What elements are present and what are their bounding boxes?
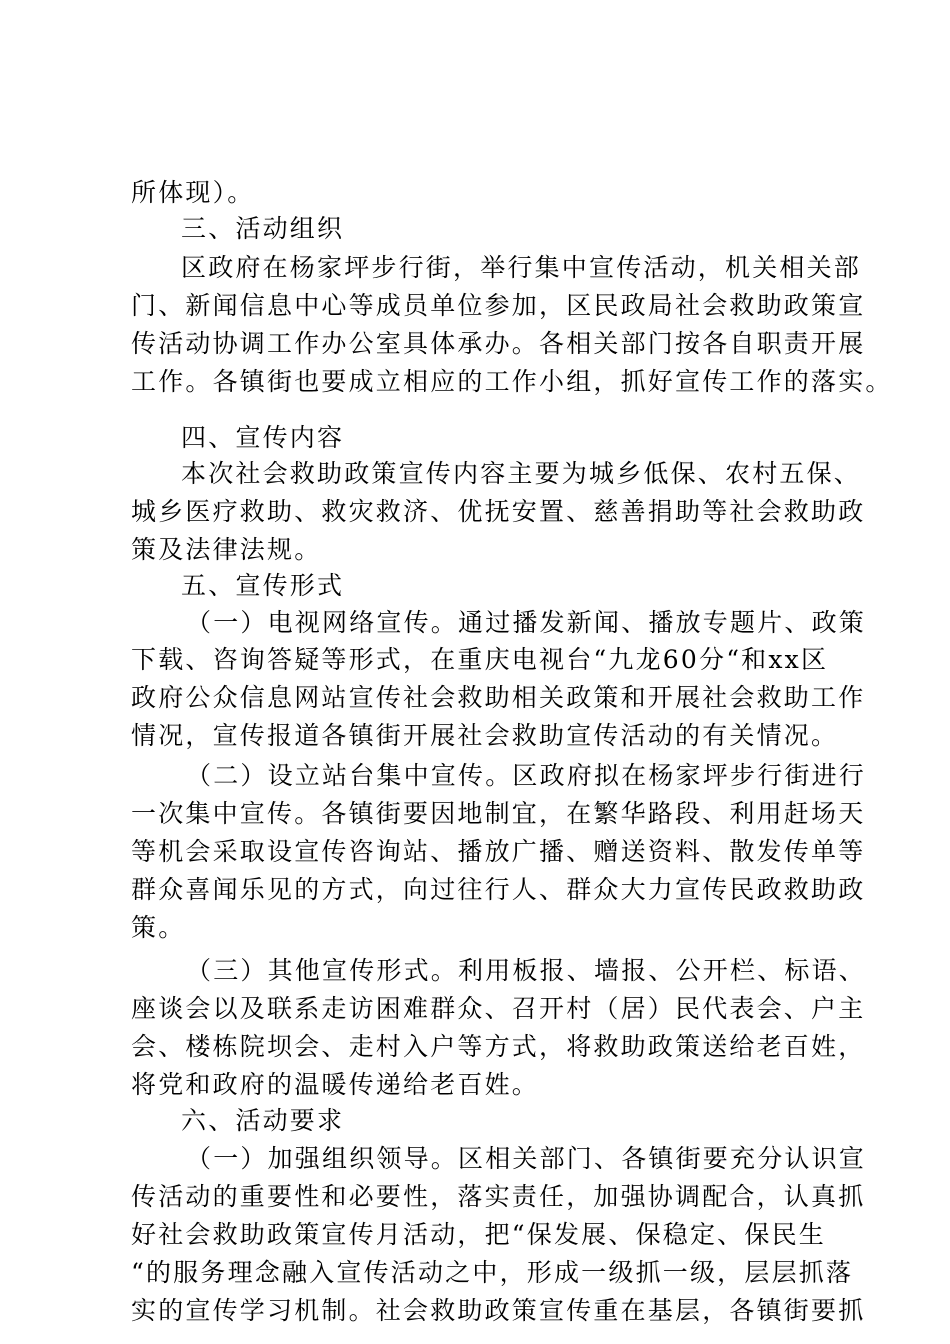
text-line: （一）加强组织领导。区相关部门、各镇街要充分认识宣 [186, 1144, 867, 1173]
text-line: 实的宣传学习机制。社会救助政策宣传重在基层，各镇街要抓 [131, 1296, 866, 1325]
section-heading: 六、活动要求 [181, 1106, 345, 1135]
text-line: 区政府在杨家坪步行街，举行集中宣传活动，机关相关部 [181, 253, 862, 282]
section-heading: 三、活动组织 [181, 214, 345, 243]
text-line: （二）设立站台集中宣传。区政府拟在杨家坪步行街进行 [186, 761, 867, 790]
text-line: 下载、咨询答疑等形式，在重庆电视台“九龙60分“和xx区 [131, 645, 829, 674]
text-line: （三）其他宣传形式。利用板报、墙报、公开栏、标语、 [186, 956, 867, 985]
text-line: 政府公众信息网站宣传社会救助相关政策和开展社会救助工作 [131, 683, 866, 712]
text-line: 传活动协调工作办公室具体承办。各相关部门按各自职责开展 [131, 329, 866, 358]
text-line: 传活动的重要性和必要性，落实责任，加强协调配合，认真抓 [131, 1182, 866, 1211]
text-line: 座谈会以及联系走访困难群众、召开村（居）民代表会、户主 [131, 994, 866, 1023]
text-line: 等机会采取设宣传咨询站、播放广播、赠送资料、散发传单等 [131, 837, 866, 866]
text-line: （一）电视网络宣传。通过播发新闻、播放专题片、政策 [186, 608, 867, 637]
text-line: 工作。各镇街也要成立相应的工作小组，抓好宣传工作的落实。 [131, 367, 893, 396]
text-line: 将党和政府的温暖传递给老百姓。 [131, 1070, 540, 1099]
text-line: 策。 [131, 913, 186, 942]
text-line: 门、新闻信息中心等成员单位参加，区民政局社会救助政策宣 [131, 291, 866, 320]
text-line: 城乡医疗救助、救灾救济、优抚安置、慈善捐助等社会救助政 [131, 497, 866, 526]
section-heading: 五、宣传形式 [181, 571, 345, 600]
text-line: “的服务理念融入宣传活动之中，形成一级抓一级，层层抓落 [131, 1258, 854, 1287]
text-line: 所体现）。 [131, 178, 255, 207]
text-line: 好社会救助政策宣传月活动，把“保发展、保稳定、保民生 [131, 1220, 826, 1249]
section-heading: 四、宣传内容 [181, 423, 345, 452]
text-line: 群众喜闻乐见的方式，向过往行人、群众大力宣传民政救助政 [131, 875, 866, 904]
text-line: 策及法律法规。 [131, 535, 322, 564]
text-line: 会、楼栋院坝会、走村入户等方式，将救助政策送给老百姓， [131, 1032, 866, 1061]
text-line: 情况，宣传报道各镇街开展社会救助宣传活动的有关情况。 [131, 721, 839, 750]
text-line: 一次集中宣传。各镇街要因地制宜，在繁华路段、利用赶场天 [131, 799, 866, 828]
text-line: 本次社会救助政策宣传内容主要为城乡低保、农村五保、 [181, 459, 862, 488]
